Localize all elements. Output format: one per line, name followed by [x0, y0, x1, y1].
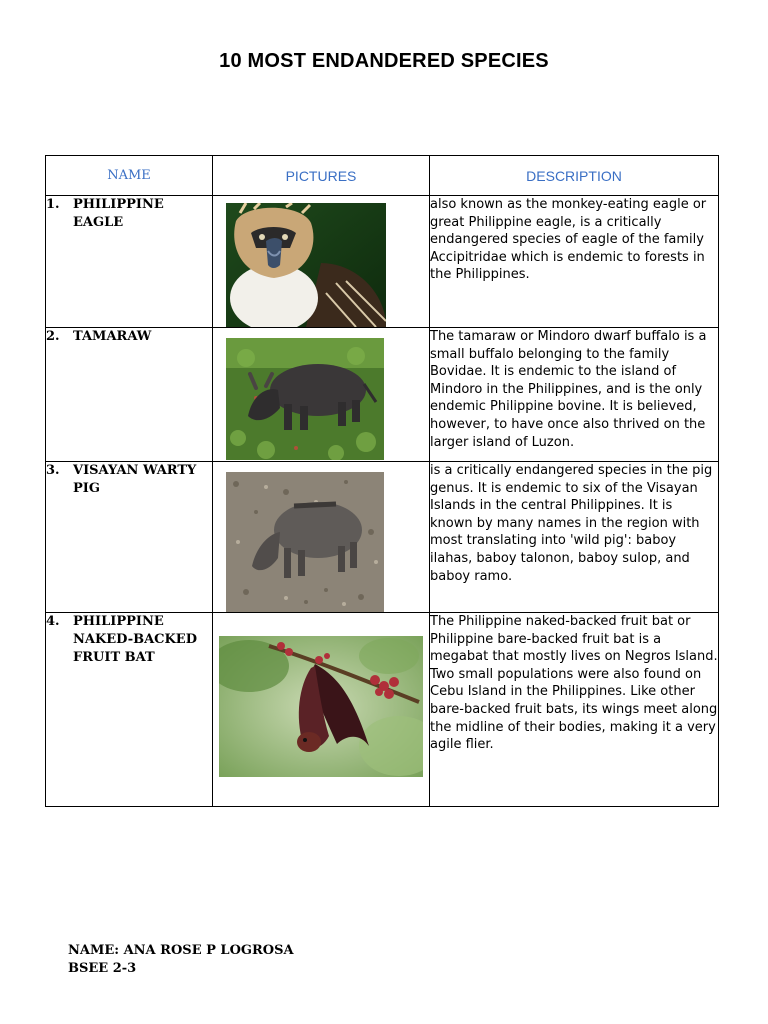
header-description: DESCRIPTION: [430, 156, 719, 196]
philippine-eagle-photo: [226, 203, 386, 327]
description-cell: is a critically endangered species in the pig genus. It is endemic to six of the Visayan Islands in the central Philippines. It is known by many names in the region with most translating into 'wild pig': baboy ilahas, baboy talonon, baboy sulop, and baboy ramo.: [430, 462, 719, 613]
species-name-cell: [46, 613, 213, 807]
row-number: 1.: [46, 197, 60, 212]
header-name: NAME: [46, 156, 213, 196]
description-cell: also known as the monkey-eating eagle or great Philippine eagle, is a critically endangered species of eagle of the family Accipitridae which is endemic to forests in the Philippines.: [430, 196, 719, 328]
author-footer: [68, 942, 294, 978]
table-row: [46, 613, 719, 807]
row-number: 3.: [46, 463, 60, 478]
table-header-row: [46, 156, 719, 196]
author-name: NAME: ANA ROSE P LOGROSA: [68, 943, 294, 958]
species-name: PHILIPPINE EAGLE: [73, 197, 164, 230]
species-name: PHILIPPINE NAKED-BACKED FRUIT BAT: [73, 614, 197, 665]
species-name-cell: [46, 328, 213, 462]
picture-cell: [213, 328, 430, 462]
author-section: BSEE 2-3: [68, 961, 137, 976]
picture-cell: [213, 196, 430, 328]
table-row: [46, 462, 719, 613]
description-cell: The Philippine naked-backed fruit bat or Philippine bare-backed fruit bat is a megabat that mostly lives on Negros Island. Two small populations were also found on Cebu Island in the Philippines. Like other bare-backed fruit bats, its wings meet along the midline of their bodies, making it a very agile flier.: [430, 613, 719, 807]
species-name-cell: [46, 196, 213, 328]
table-row: [46, 328, 719, 462]
species-table: [45, 155, 719, 807]
species-name-cell: [46, 462, 213, 613]
description-cell: The tamaraw or Mindoro dwarf buffalo is a small buffalo belonging to the family Bovidae. It is endemic to the island of Mindoro in the Philippines, and is the only endemic Philippine bovine. It is believed, however, to have once also thrived on the larger island of Luzon.: [430, 328, 719, 462]
picture-cell: [213, 613, 430, 807]
page-title: 10 MOST ENDANDERED SPECIES: [219, 50, 549, 72]
row-number: 2.: [46, 329, 60, 344]
picture-cell: [213, 462, 430, 613]
visayan-warty-pig-photo: [226, 472, 384, 612]
species-name: VISAYAN WARTY PIG: [73, 463, 197, 496]
header-pictures: PICTURES: [213, 156, 430, 196]
tamaraw-photo: [226, 338, 384, 460]
row-number: 4.: [46, 614, 60, 629]
fruit-bat-photo: [219, 636, 423, 777]
species-name: TAMARAW: [73, 329, 152, 344]
table-row: [46, 196, 719, 328]
